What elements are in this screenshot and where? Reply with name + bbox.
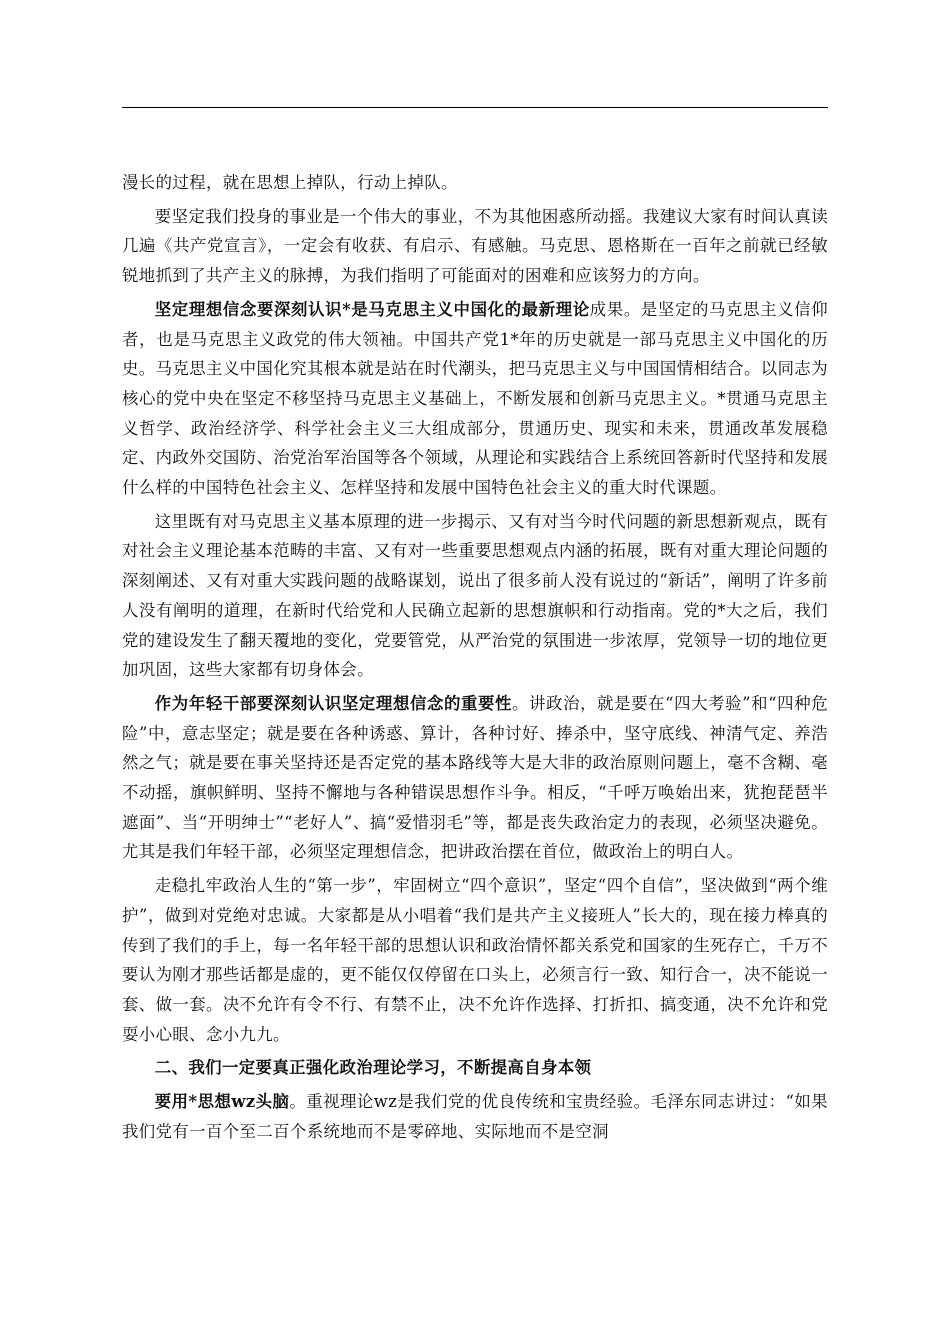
paragraph-text: 漫长的过程，就在思想上掉队，行动上掉队。 — [122, 173, 458, 192]
paragraph-text: 。重视理论wz是我们党的优良传统和宝贵经验。毛泽东同志讲过：“如果我们党有一百个至二百个系统地而不是零碎地、实际地而不是空洞 — [122, 1092, 828, 1141]
paragraph-1 — [122, 168, 828, 198]
paragraph-2 — [122, 202, 828, 291]
paragraph-3 — [122, 295, 828, 503]
header-rule — [122, 107, 828, 108]
paragraph-lead: 要用*思想wz头脑 — [154, 1092, 290, 1112]
paragraph-lead: 作为年轻干部要深刻认识坚定理想信念的重要性 — [154, 693, 513, 713]
paragraph-text: 成果。是坚定的马克思主义信仰者，也是马克思主义政党的伟大领袖。中国共产党1*年的历史就是一部马克思主义中国化的历史。马克思主义中国化究其根本就是站在时代潮头，把马克思主义与中国国情相结合。以同志为核心的党中央在坚定不移坚持马克思主义基础上，不断发展和创新马克思主义。*贯通马克思主义哲学、政治经济学、科学社会主义三大组成部分，贯通历史、现实和未来，贯通改革发展稳定、内政外交国防、治党治军治国等各个领域，从理论和实践结合上系统回答新时代坚持和发展什么样的中国特色社会主义、怎样坚持和发展中国特色社会主义的重大时代课题。 — [122, 299, 828, 498]
section-heading — [122, 1053, 828, 1083]
document-body — [122, 168, 828, 1151]
paragraph-6 — [122, 871, 828, 1049]
paragraph-8 — [122, 1087, 828, 1146]
paragraph-lead: 坚定理想信念要深刻认识*是马克思主义中国化的最新理论 — [154, 299, 590, 319]
paragraph-text: 要坚定我们投身的事业是一个伟大的事业，不为其他困惑所动摇。我建议大家有时间认真读几遍《共产党宣言》，一定会有收获、有启示、有感触。马克思、恩格斯在一百年之前就已经敏锐地抓到了共产主义的脉搏，为我们指明了可能面对的困难和应该努力的方向。 — [122, 206, 828, 286]
section-heading-text: 二、我们一定要真正强化政治理论学习，不断提高自身本领 — [154, 1058, 592, 1078]
paragraph-text: 。讲政治，就是要在“四大考验”和“四种危险”中，意志坚定；就是要在各种诱惑、算计，各种讨好、捧杀中，坚守底线、神清气定、养浩然之气；就是要在事关坚持还是否定党的基本路线等大是大非的政治原则问题上，毫不含糊、毫不动摇，旗帜鲜明、坚持不懈地与各种错误思想作斗争。相反，“千呼万唤始出来，犹抱琵琶半遮面”、当“开明绅士”“老好人”、搞“爱惜羽毛”等，都是丧失政治定力的表现，必须坚决避免。尤其是我们年轻干部，必须坚定理想信念，把讲政治摆在首位，做政治上的明白人。 — [122, 693, 828, 862]
paragraph-text: 走稳扎牢政治人生的“第一步”，牢固树立“四个意识”，坚定“四个自信”，坚决做到“两个维护”，做到对党绝对忠诚。大家都是从小唱着“我们是共产主义接班人”长大的，现在接力棒真的传到了我们的手上，每一名年轻干部的思想认识和政治情怀都关系党和国家的生死存亡，千万不要认为刚才那些话都是虚的，更不能仅仅停留在口头上，必须言行一致、知行合一，决不能说一套、做一套。决不允许有令不行、有禁不止，决不允许作选择、打折扣、搞变通，决不允许和党耍小心眼、念小九九。 — [122, 876, 828, 1044]
paragraph-5 — [122, 689, 828, 867]
paragraph-text: 这里既有对马克思主义基本原理的进一步揭示、又有对当今时代问题的新思想新观点，既有对社会主义理论基本范畴的丰富、又有对一些重要思想观点内涵的拓展，既有对重大理论问题的深刻阐述、又有对重大实践问题的战略谋划，说出了很多前人没有说过的“新话”，阐明了许多前人没有阐明的道理，在新时代给党和人民确立起新的思想旗帜和行动指南。党的*大之后，我们党的建设发生了翻天覆地的变化，党要管党，从严治党的氛围进一步浓厚，党领导一切的地位更加巩固，这些大家都有切身体会。 — [122, 511, 828, 680]
paragraph-4 — [122, 507, 828, 685]
